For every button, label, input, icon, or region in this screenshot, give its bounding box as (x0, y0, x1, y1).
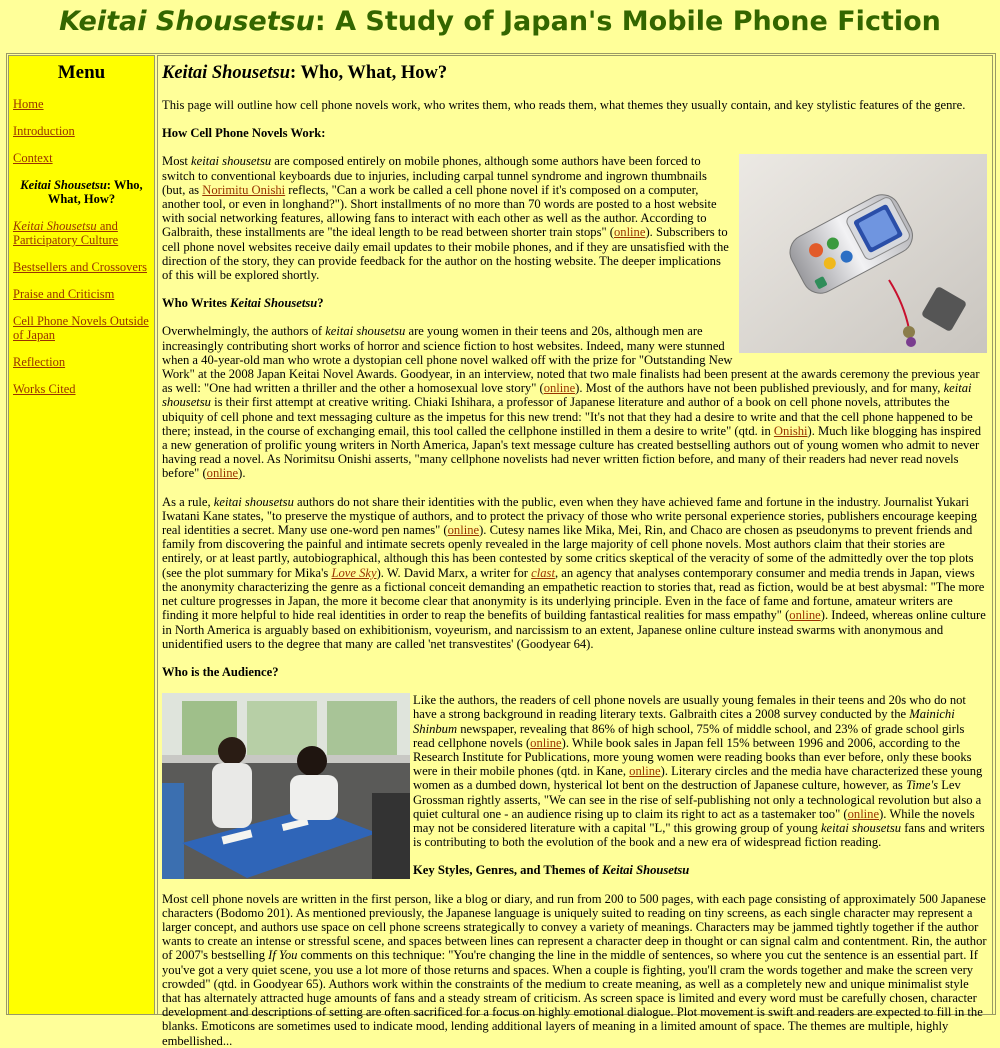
text-run: Who Writes (162, 296, 231, 311)
text-run: Most cell phone novels are written in the first person, like a blog or diary, and run from 200 to 500 pages, with each page consisting of approximately 500 Japanese characters (Bodomo 201). As mentioned previously, the Japanese language is uniquely suited to reading on tiny screens, as each single character may represent a larger concept, and authors use space on cell phone screens strategically to convey a variety of meanings. Characters may be jammed tightly together if the author wants to create an intense or stressful scene, and spaces between lines can represent a character deep in thought or can signal calm and contentment. Rin, the author of 2007's bestselling (162, 891, 987, 963)
menu-link-introduction[interactable]: Introduction (13, 124, 75, 138)
text-run: ). Indeed, whereas online culture in North America is arguably based on exhibitionism, voyeurism, and narcissism to an extent, Japanese online culture instead swarms with anonymous and unidentified users to the degree that many are called 'net transvestites' (Goodyear 64). (162, 608, 986, 651)
text-run: authors do not share their identities with the public, even when they have achieved fame and fortune in the industry. Journalist Yukari Iwatani Kane states, "to preserve the mystique of authors, and to protect the privacy of those who write personal experience stories, publishers encourage keeping real identities a secret. Many use one-word pen names" ( (162, 494, 978, 538)
menu-link-home[interactable]: Home (13, 97, 44, 111)
menu-item-participatory (13, 219, 150, 247)
text-run: are composed entirely on mobile phones, although some authors have been forced to switch to conventional keyboards due to injuries, including carpal tunnel syndrome and ingrown thumbnails (but, as (162, 154, 707, 197)
text-em: keitai shousetsu (191, 154, 272, 169)
menu-item-current (13, 178, 150, 206)
text-run: Like the authors, the readers of cell phone novels are usually young females in their teens and 20s who do not have a strong background in reading literary texts. Galbraith cites a 2008 survey conducted by the (413, 693, 966, 722)
section-heading-how: How Cell Phone Novels Work: (162, 126, 326, 141)
text-em: Keitai Shousetsu (230, 296, 318, 311)
text-run: Most (162, 154, 192, 169)
page-heading-em: Keitai Shousetsu (162, 63, 291, 83)
text-run: fans and writers is contributing to both the evolution of the book and a new era of widespread fiction reading. (413, 820, 985, 850)
link-online[interactable]: online (543, 381, 576, 396)
link-onishi[interactable]: Onishi (773, 423, 808, 438)
text-em: Mainichi Shinbum (413, 707, 955, 736)
menu-item-bestsellers (13, 260, 150, 274)
link-online[interactable]: online (206, 466, 239, 481)
text-run: As a rule, (162, 494, 214, 509)
menu-list (9, 97, 154, 396)
menu-link-bestsellers[interactable]: Bestsellers and Crossovers (13, 260, 148, 274)
students-reading-photo (162, 693, 410, 879)
site-title (0, 3, 1000, 41)
text-em: clast (531, 565, 555, 580)
sidebar-menu (8, 55, 155, 1015)
text-run: ). W. David Marx, a writer for (376, 565, 532, 580)
link-norimitu-onishi[interactable]: Norimitu Onishi (202, 182, 286, 197)
menu-participatory-rest: and Participatory Culture (13, 219, 119, 247)
text-em: If You (268, 948, 298, 963)
text-run: Overwhelmingly, the authors of (162, 324, 326, 339)
menu-item-works-cited (13, 382, 150, 396)
link-online[interactable]: online (847, 806, 880, 821)
text-em: Time's (905, 778, 939, 793)
text-run: Lev Grossman rightly asserts, "We can see in the rise of self-publishing not only a technological revolution but also a quiet cultural one - an audience rising up to claim its right to act as a tastemaker too" ( (413, 778, 982, 821)
menu-link-reflection[interactable]: Reflection (13, 355, 66, 369)
text-run: ). Cutesy names like Mika, Mei, Rin, and Chaco are chosen as pseudonyms to prevent friends and family from discovering the painful and intimate secrets openly revealed in the large majority of cell phone novels. Most authors claim that their stories are entirely, or at least partly, autobiographical, although this has been contested by some critics skeptical of the veracity of some of the admittedly over the top plots (see the plot summary for Mika's (162, 523, 974, 580)
menu-item-context (13, 151, 150, 165)
link-online[interactable]: online (789, 608, 821, 623)
text-run: Key Styles, Genres, and Themes of (413, 863, 603, 878)
menu-link-praise[interactable]: Praise and Criticism (13, 287, 115, 301)
intro-paragraph: This page will outline how cell phone novels work, who writes them, who reads them, what themes they usually contain, and key stylistic features of the genre. (162, 98, 966, 112)
main-content (157, 55, 993, 1048)
menu-link-outside[interactable]: Cell Phone Novels Outside of Japan (13, 314, 149, 342)
menu-current-rest: : Who, What, How? (47, 178, 143, 206)
text-run: ). While book sales in Japan fell 15% between 1996 and 2006, according to the Research Institute for Publications, more young women were reading books than ever before, only these books were in their mobile phones (qtd. in Kane, (413, 735, 972, 779)
text-em: Love Sky (331, 565, 377, 580)
site-title-em: Keitai Shousetsu (59, 6, 315, 37)
text-run: newspaper, revealing that 86% of high school, 75% of middle school, and 23% of grade school girls read cellphone novels ( (413, 721, 965, 750)
text-run: ). Most of the authors have not been published previously, and for many, (575, 381, 944, 396)
text-run: ). Subscribers to cell phone novel websites receive daily email updates to their mobile phones, and if they are unsatisfied with the direction of the story, they can provide feedback for the author on the hosting website. The deeper implications of this will be explored shortly. (162, 225, 729, 283)
menu-current-em: Keitai Shousetsu (20, 178, 107, 192)
text-run: ). (238, 466, 246, 481)
menu-item-outside (13, 314, 150, 342)
text-em: keitai shousetsu (325, 324, 406, 339)
text-em: keitai shousetsu (820, 820, 902, 835)
text-run: comments on this technique: "You're changing the line in the middle of sentences, so where you cut the sentence is an essential part. If you've got a very quiet scene, you use a lot more of those returns and spaces. When a couple is fighting, you'll cram the words together and make the screen very crowded" (qtd. in Goodyear 65). Authors work within the constraints of the medium to create meaning, as well as a completely new and unique minimalist style that has alternately attracted huge amounts of fans and a steady stream of criticism. As screen space is limited and every word must be carefully chosen, character development and descriptions of setting are often sacrificed for a focus on highly emotional dialogue. Plot movement is swift and readers are expected to fill in the blanks. Emoticons are sometimes used to indicate mood, lending additional layers of meaning in a limited amount of space. The themes are multiple, highly embellished... (162, 948, 983, 1048)
section-heading-audience: Who is the Audience? (162, 664, 279, 679)
text-em: Keitai Shousetsu (602, 863, 690, 878)
link-clast[interactable] (531, 566, 555, 580)
link-online[interactable]: online (613, 225, 646, 240)
menu-link-context[interactable]: Context (13, 151, 53, 165)
text-run: reflects, "Can a work be called a cell phone novel if it's composed on a computer, another tool, or even in longhand?"). Short installments of no more than 70 words are posted to a host website with social networking features, allowing fans to interact with each other as well as the author. According to Galbraith, these installments are "the ideal length to be read between shorter train stops" ( (162, 182, 717, 240)
text-run: ). Literary circles and the media have characterized these young women as a dumbed down, hysterical lot bent on the destruction of Japanese culture, however, as (413, 764, 983, 793)
link-love-sky[interactable] (331, 566, 376, 580)
cell-phone-photo (739, 154, 987, 353)
text-run: ). Much like blogging has inspired a new generation of prolific young writers in North America, Japan's text message culture has created bestselling authors out of young women who admit to never having read a novel. As Norimitsu Onishi asserts, "many cellphone novelists had never written fiction before, and many of their readers had never read novels before" ( (162, 423, 982, 481)
menu-item-praise (13, 287, 150, 301)
text-run: are young women in their teens and 20s, although men are increasingly contributing short works of horror and science fiction to host websites. Indeed, many were stunned when a 40-year-old man who wrote a dystopian cell phone novel walked off with the prize for "Outstanding New Work" at the 2008 Japan Keitai Novel Awards. Goodyear, in an interview, noted that two male finalists had been present at the awards ceremony the previous year as well: "One had written a thriller and the other a homosexual love story" ( (162, 324, 980, 396)
text-run: , an agency that analyses contemporary consumer and media trends in Japan, views the anonymity characterizing the genre as a fictional conceit demanding an empathetic reaction to stories that, read as fiction, would be at best abysmal: "The more net culture progresses in Japan, the more it become clear that anonymity is its underlying principle. Even in the face of fame and fortune, amateur writers are finding it more helpful to hide real identities in order to reap the benefits of building fantastical realities for mass empathy" ( (162, 565, 985, 623)
text-run: is their first attempt at creative writing. Chiaki Ishihara, a professor of Japanese literature and author of a book on cell phone novels, attributes the ubiquity of cell phone and text messaging culture as the impetus for this new trend: "It's not that they had a desire to write and that the cell phone happened to be there; instead, in the course of exchanging email, this tool called the cellphone instilled in them a desire to write" (qtd. in (162, 395, 973, 438)
text-run: ? (317, 296, 324, 311)
site-title-rest: : A Study of Japan's Mobile Phone Fiction (314, 6, 941, 37)
menu-item-home (13, 97, 150, 111)
menu-participatory-em: Keitai Shousetsu (13, 219, 97, 233)
menu-link-participatory[interactable] (13, 219, 118, 247)
menu-title: Menu (57, 62, 106, 83)
text-run: ). While the novels may not be considered literature with a capital "L," this growing group of young (413, 806, 975, 835)
text-em: keitai shousetsu (162, 381, 972, 410)
link-online[interactable]: online (530, 735, 562, 750)
page-heading (162, 62, 987, 84)
styles-paragraph (162, 892, 987, 1048)
page-heading-rest: : Who, What, How? (290, 63, 448, 83)
link-online[interactable]: online (629, 764, 661, 779)
menu-item-introduction (13, 124, 150, 138)
menu-item-reflection (13, 355, 150, 369)
link-online[interactable]: online (447, 523, 480, 538)
anonymity-paragraph (162, 495, 987, 651)
text-em: keitai shousetsu (213, 494, 294, 509)
menu-link-works-cited[interactable]: Works Cited (13, 382, 76, 396)
